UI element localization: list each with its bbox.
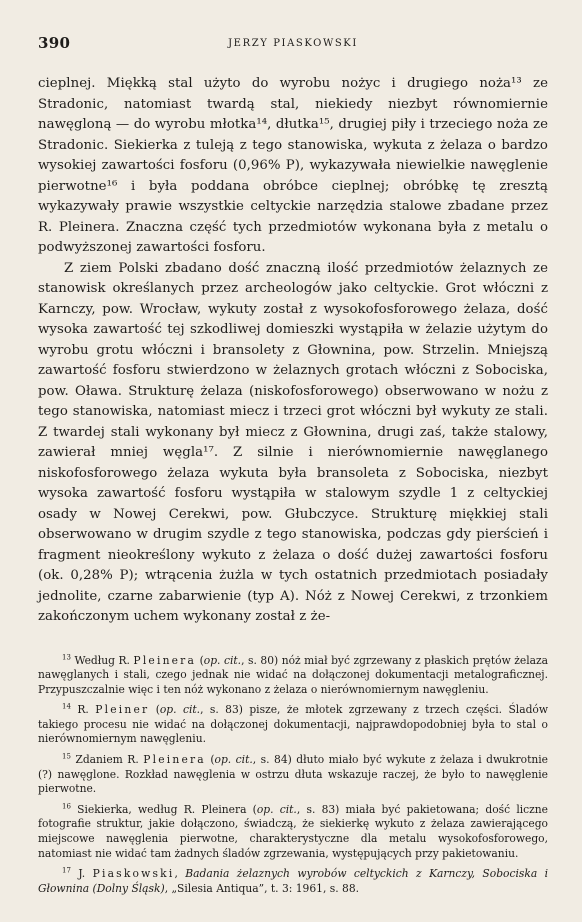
footnote-number: 13 xyxy=(62,652,71,661)
footnote xyxy=(38,803,548,861)
footnote-text: R. xyxy=(77,703,96,717)
footnote-italic: op. cit. xyxy=(214,753,253,767)
book-page xyxy=(38,34,548,902)
footnote-text: , „Silesia Antiqua”, t. 3: 1961, s. 88. xyxy=(164,881,360,895)
footnote-number: 14 xyxy=(62,702,71,711)
footnote xyxy=(38,753,548,797)
paragraph-1: cieplnej. Miękką stal użyto do wyrobu nożyc i drugiego noża¹³ ze Stradonic, natomiast twardą stal, niekiedy niezbyt równomiernie nawęgloną — do wyrobu młotka¹⁴, dłutka¹⁵, drugiej piły i trzeciego noża ze Stradonic. Siekierka z tuleją z tego stanowiska, wykuta z żelaza o bardzo wysokiej zawartości fosforu (0,96% P), wykazywała niewielkie nawęglenie pierwotne¹⁶ i była poddana obróbce cieplnej; obróbkę tę zresztą wykazywały prawie wszystkie celtyckie narzędzia stalowe zbadane przez R. Pleinera. Znaczna część tych przedmiotów wykonana była z metalu o podwyższonej zawartości fosforu. xyxy=(38,76,548,255)
footnote xyxy=(38,703,548,747)
footnote-text: , s. 83) miała być pakietowana; dość liczne fotografie struktur, jakie dołączono, świadczą, że siekierkę wykuto z żelaza zawierającego miejscowe nawęglenia pierwotne, charakterystyczne dla metalu wysokofosforowego, natomiast nie widać tam żadnych śladów zgrzewania, występujących przy pakietowaniu. xyxy=(38,802,549,860)
footnote-number: 15 xyxy=(62,752,71,761)
footnote-italic: op. cit. xyxy=(256,802,297,816)
footnote-text: ( xyxy=(149,703,160,717)
footnote xyxy=(38,654,548,698)
paragraph-2: Z ziem Polski zbadano dość znaczną ilość przedmiotów żelaznych ze stanowisk określanych przez archeologów jako celtyckie. Grot włóczni z Karnczy, pow. Wrocław, wykuty został z wysokofosforowego żelaza, dość wysoka zawartość tej szkodliwej domieszki wystąpiła w żelazie użytym do wyrobu grotu włóczni i bransolety z Głownina, pow. Strzelin. Mniejszą zawartość fosforu stwierdzono w żelaznych grotach włóczni z Sobociska, pow. Oława. Strukturę żelaza (niskofosforowego) obserwowano w nożu z tego stanowiska, natomiast miecz i trzeci grot włóczni był wykuty ze stali. Z twardej stali wykonany był miecz z Głownina, drugi zaś, także stalowy, zawierał mniej węgla¹⁷. Z silnie i nierównomiernie nawęglanego niskofosforowego żelaza wykuta była bransoleta z Sobociska, niezbyt wysoka zawartość fosforu wystąpiła w stalowym szydle 1 z celtyckiej osady w Nowej Cerekwi, pow. Głubczyce. Strukturę miękkiej stali obserwowano w drugim szydle z tego stanowiska, podczas gdy pierścień i fragment nieokreślony wykuto z żelaza o dość dużej zawartości fosforu (ok. 0,28% P); wtrącenia żużla w tych ostatnich przedmiotach posiadały jednolite, czarne zabarwienie (typ A). Nóż z Nowej Cerekwi, z trzonkiem zakończonym uchem wykonany został z że- xyxy=(38,260,548,624)
body-text xyxy=(38,74,548,628)
footnote-text: Według R. xyxy=(74,653,134,667)
footnote-number: 16 xyxy=(62,802,71,811)
footnote-number: 17 xyxy=(62,866,71,875)
running-head: JERZY PIASKOWSKI xyxy=(228,38,358,49)
footnote-text: , s. 80) nóż miał być zgrzewany z płaskich prętów żelaza nawęglanych i stali, czego jednak nie widać na dołączonej dokumentacji metalograficznej. Przypuszczalnie więc i ten nóż wykonano z żelaza o nierównomiernym nawęgleniu. xyxy=(38,653,548,696)
footnote-text: Pleinera xyxy=(143,753,206,767)
footnote-italic: Badania żelaznych wyrobów celtyckich z Karnczy, Sobociska i Głownina (Dolny Śląsk) xyxy=(38,867,549,895)
footnote-text: ( xyxy=(196,653,204,667)
footnote-text: J. xyxy=(78,867,93,881)
footnote-text: Piaskowski xyxy=(92,867,175,881)
footnote-text: Pleinera xyxy=(133,653,197,667)
footnote-italic: op. cit. xyxy=(203,653,242,667)
footnote xyxy=(38,867,548,896)
footnote-text: , s. 84) dłuto miało być wykute z żelaza i dwukrotnie (?) nawęglone. Rozkład nawęglenia w ostrzu dłuta wskazuje raczej, że było to nawęglenie pierwotne. xyxy=(38,753,548,796)
footnote-text: ( xyxy=(205,753,215,767)
footnote-text: , s. 83) pisze, że młotek zgrzewany z trzech części. Śladów takiego procesu nie widać na dołączonej dokumentacji, najprawdopodobniej była to stal o nierównomiernym nawęgleniu. xyxy=(38,703,548,746)
footnote-text: Siekierka, według R. Pleinera ( xyxy=(77,802,257,816)
footnote-italic: op. cit. xyxy=(159,703,201,717)
footnote-text: , xyxy=(174,867,186,881)
footnotes xyxy=(38,654,548,897)
footnote-text: Pleiner xyxy=(95,703,150,717)
footnote-text: Zdaniem R. xyxy=(75,753,144,767)
page-header xyxy=(38,34,548,56)
page-number: 390 xyxy=(38,34,71,52)
